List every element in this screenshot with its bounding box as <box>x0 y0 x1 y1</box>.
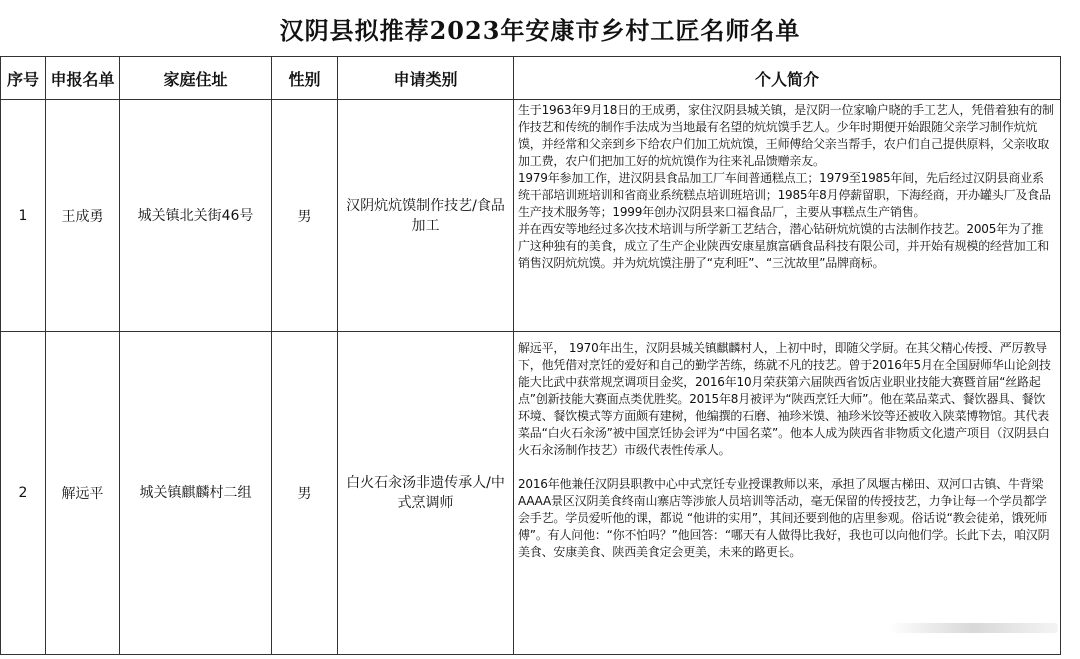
bio-paragraph: 生于1963年9月18日的王成勇，家住汉阴县城关镇，是汉阴一位家喻户晓的手工艺人，凭借着独有的制作技艺和传统的制作手法成为当地最有名望的炕炕馍手艺人。少年时期便开始跟随父亲学习制作炕炕馍，并经常和父亲到乡下给农户们加工炕炕馍，王师傅给父亲当帮手，农户们自己提供原料，父亲收取加工费，农户们把加工好的炕炕馍作为往来礼品馈赠亲友。 <box>518 103 1054 168</box>
cell-bio <box>514 332 1061 655</box>
bio-paragraph: 2016年他兼任汉阴县职教中心中式烹饪专业授课教师以来，承担了凤堰古梯田、双河口古镇、牛背梁AAAA景区汉阴美食终南山寨店等涉旅人员培训等活动，毫无保留的传授技艺，力争让每一个学员都学会手艺。学员爱听他的课，都说 “他讲的实用”，其间还要到他的店里参观。俗话说“教会徒弟，饿死师傅”。有人问他：“你不怕吗？”他回答：“哪天有人做得比我好，我也可以向他们学。长此下去，咱汉阴美食、安康美食、陕西美食定会更美，未来的路更长。 <box>518 477 1050 559</box>
table-row <box>1 100 1061 332</box>
cell-category: 白火石汆汤非遗传承人/中式烹调师 <box>338 332 514 655</box>
cell-name: 王成勇 <box>46 100 120 332</box>
cell-gender: 男 <box>272 100 338 332</box>
cell-serial: 1 <box>1 100 46 332</box>
cell-name: 解远平 <box>46 332 120 655</box>
header-category: 申请类别 <box>338 57 514 100</box>
bio-paragraph: 解远平， 1970年出生，汉阴县城关镇麒麟村人，上初中时，即随父学厨。在其父精心传授、严厉教导下，他凭借对烹饪的爱好和自己的勤学苦练，练就不凡的技艺。曾于2016年5月在全国厨师华山论剑技能大比武中获常规烹调项目金奖，2016年10月荣获第六届陕西省饭店业职业技能大赛暨首届“丝路起点”创新技能大赛面点类优胜奖。2015年8月被评为“陕西烹饪大师”。他在菜品菜式、餐饮器具、餐饮环境、餐饮模式等方面颇有建树，他编撰的石磨、袖珍米馍、袖珍米饺等还被收入陕菜博物馆。其代表菜品“白火石汆汤”被中国烹饪协会评为“中国名菜”。他本人成为陕西省非物质文化遗产项目（汉阴县白火石汆汤制作技艺）市级代表性传承人。 <box>518 341 1051 457</box>
cell-address: 城关镇麒麟村二组 <box>120 332 272 655</box>
header-row <box>1 57 1061 100</box>
header-gender: 性别 <box>272 57 338 100</box>
header-bio: 个人简介 <box>514 57 1061 100</box>
page-title: 汉阴县拟推荐2023年安康市乡村工匠名师名单 <box>279 15 801 45</box>
bio-paragraph: 并在西安等地经过多次技术培训与所学新工艺结合，潜心钻研炕炕馍的古法制作技艺。2005年为了推广这种独有的美食，成立了生产企业陕西安康星旗富硒食品科技有限公司，并开始有规模的经营加工和销售汉阴炕炕馍。并为炕炕馍注册了“克利旺”、“三沈故里”品牌商标。 <box>518 222 1050 270</box>
bio-paragraph: 1979年参加工作，进汉阴县食品加工厂车间普通糕点工；1979至1985年间，先后经过汉阴县商业系统干部培训班培训和省商业系统糕点培训班培训；1985年8月停薪留职，下海经商，开办罐头厂及食品生产技术服务等；1999年创办汉阴县来口福食品厂，主要从事糕点生产销售。 <box>518 171 1051 219</box>
cell-gender: 男 <box>272 332 338 655</box>
header-serial: 序号 <box>1 57 46 100</box>
header-name: 申报名单 <box>46 57 120 100</box>
roster-table <box>0 56 1061 655</box>
cell-bio <box>514 100 1061 332</box>
header-address: 家庭住址 <box>120 57 272 100</box>
table-row <box>1 332 1061 655</box>
cell-category: 汉阴炕炕馍制作技艺/食品加工 <box>338 100 514 332</box>
cell-address: 城关镇北关街46号 <box>120 100 272 332</box>
watermark <box>888 623 1058 633</box>
cell-serial: 2 <box>1 332 46 655</box>
